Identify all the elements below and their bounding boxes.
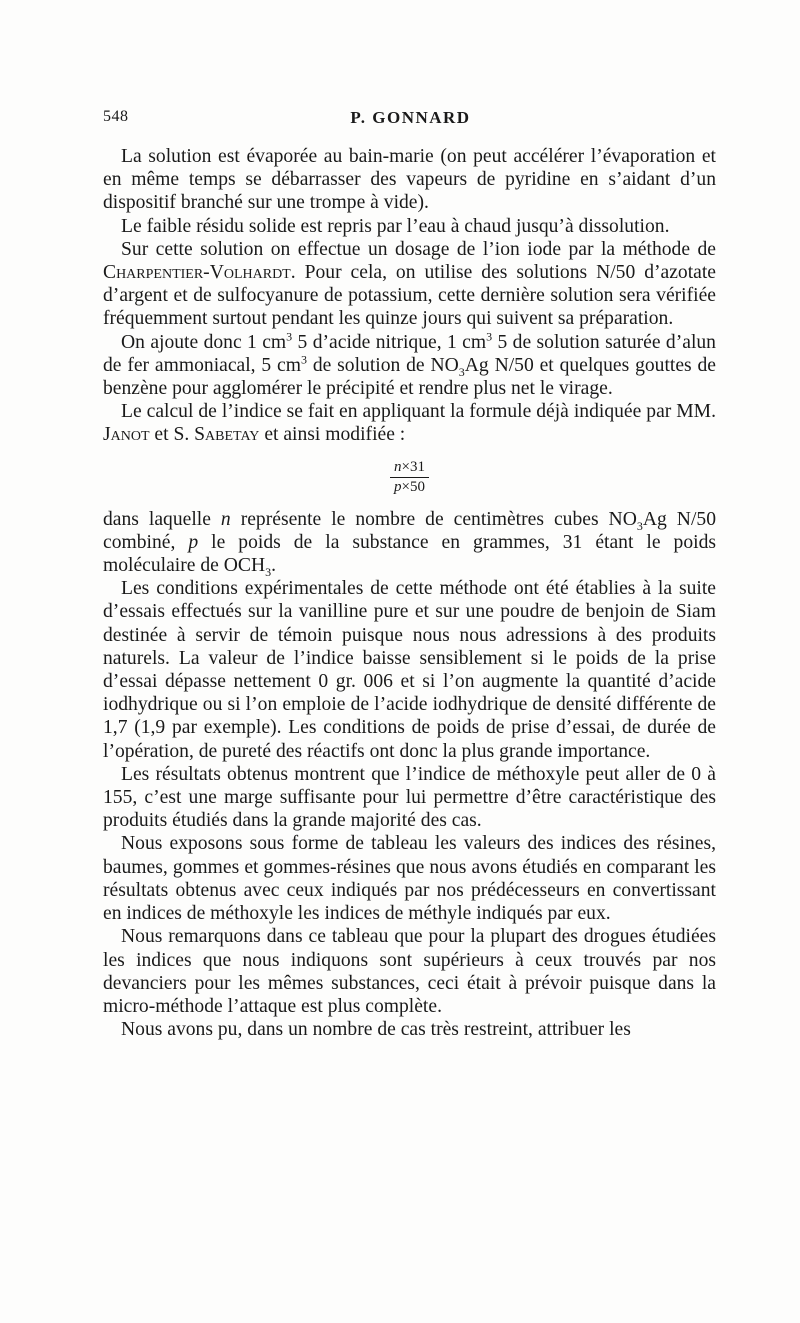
paragraph-9: Nous exposons sous forme de tableau les valeurs des indices des résines, baumes, gommes et gommes-résines que nous avons étudiés en comparant les résultats obtenus avec ceux indiqués par nos prédécesseurs en convertissant en indices de méthoxyle les indices de méthyle indiqués par eux. bbox=[103, 833, 716, 925]
paragraph-7: Les conditions expérimentales de cette méthode ont été établies à la suite d’essais effectués sur la vanilline pure et sur une poudre de benjoin de Siam destinée à servir de témoin puisque nous nous adressions à des produits naturels. La valeur de l’indice baisse sensiblement si le poids de la prise d’essai dépasse nettement 0 gr. 006 et si l’on augmente la quantité d’acide iodhydrique ou si l’on emploie de l’acide iodhydrique de densité différente de 1,7 (1,9 par exemple). Les conditions de poids de prise d’essai, de durée de l’opération, de pureté des réactifs ont donc la plus grande importance. bbox=[103, 578, 716, 762]
paragraph-5-text-c: et ainsi modifiée : bbox=[259, 424, 406, 446]
paragraph-4-text-3: 5 de solution saturée d’alun de fer ammoniacal, 5 cm bbox=[103, 331, 716, 376]
subscript-no3-b: 3 bbox=[636, 518, 643, 533]
paragraph-1: La solution est évaporée au bain-marie (on peut accélérer l’évaporation et en même temps se débarrasser des vapeurs de pyridine en s’aidant d’un dispositif branché sur une trompe à vide). bbox=[103, 146, 716, 214]
paragraph-3 bbox=[103, 238, 716, 331]
paragraph-6-text-d: le poids de la substance en grammes, 31 étant le poids moléculaire de OCH bbox=[103, 531, 717, 577]
paragraph-6-text-a: dans laquelle bbox=[103, 508, 221, 530]
denominator-operator: × bbox=[401, 478, 410, 495]
paragraph-3-text-b: . Pour cela, on utilise des solutions N/50 d’azotate d’argent et de sulfocyanure de potassium, cette dernière solution sera vérifiée fréquemment surtout pendant les quinze jours qui suivent sa préparation. bbox=[103, 262, 716, 330]
variable-p: p bbox=[188, 531, 199, 553]
paragraph-3-text-a: Sur cette solution on effectue un dosage de l’ion iode par la méthode de bbox=[121, 238, 716, 260]
running-title: P. GONNARD bbox=[350, 108, 471, 127]
denominator-value: 50 bbox=[409, 478, 425, 495]
superscript-cube-3: 3 bbox=[300, 352, 307, 367]
paragraph-6-text-c: Ag N/50 combiné, bbox=[103, 508, 716, 553]
superscript-cube-2: 3 bbox=[486, 329, 493, 344]
variable-n: n bbox=[220, 508, 231, 530]
page-number: 548 bbox=[103, 108, 129, 125]
numerator-operator: × bbox=[401, 458, 410, 475]
paragraph-5-text-b: et S. bbox=[149, 424, 195, 446]
paragraph-10: Nous remarquons dans ce tableau que pour la plupart des drogues étudiées les indices que nous indiquons sont supérieurs à ceux trouvés par nos devanciers pour les mêmes substances, ceci était à prévoir puisque dans la micro-méthode l’attaque est plus complète. bbox=[103, 926, 716, 1017]
paragraph-6 bbox=[103, 508, 716, 578]
formula-fraction bbox=[390, 459, 429, 496]
paragraph-4 bbox=[103, 331, 716, 401]
paragraph-4-text-5: Ag N/50 et quelques gouttes de benzène pour agglomérer le précipité et rendre plus net le virage. bbox=[103, 354, 716, 400]
paragraph-8: Les résultats obtenus montrent que l’indice de méthoxyle peut aller de 0 à 155, c’est une marge suffisante pour lui permettre d’être caractéristique des produits étudiés dans la grande majorité des cas. bbox=[103, 763, 716, 832]
numerator-variable: n bbox=[394, 458, 402, 475]
author-sabetay: Sabetay bbox=[194, 424, 260, 446]
denominator-variable: p bbox=[394, 478, 402, 495]
author-charpentier-volhardt: Charpentier-Volhardt bbox=[103, 262, 291, 284]
paragraph-4-text-4: de solution de NO bbox=[306, 354, 459, 376]
formula-numerator bbox=[390, 459, 429, 478]
formula-denominator bbox=[390, 478, 429, 496]
methoxyl-formula bbox=[103, 459, 716, 496]
paragraph-11: Nous avons pu, dans un nombre de cas très restreint, attribuer les bbox=[121, 1019, 631, 1041]
numerator-value: 31 bbox=[409, 458, 425, 475]
subscript-no3: 3 bbox=[458, 364, 465, 379]
paragraph-2: Le faible résidu solide est repris par l’eau à chaud jusqu’à dissolution. bbox=[121, 215, 670, 237]
paragraph-5 bbox=[103, 400, 716, 446]
author-janot: Janot bbox=[103, 424, 150, 446]
paragraph-6-text-e: . bbox=[271, 555, 277, 577]
paragraph-6-text-b: représente le nombre de centimètres cubes NO bbox=[230, 508, 637, 530]
superscript-cube-1: 3 bbox=[286, 329, 293, 344]
paragraph-4-text-1: On ajoute donc 1 cm bbox=[121, 331, 287, 353]
body-text bbox=[103, 145, 716, 1041]
page-header bbox=[103, 108, 718, 136]
paragraph-5-text-a: Le calcul de l’indice se fait en appliquant la formule déjà indiquée par MM. bbox=[121, 401, 716, 423]
paragraph-4-text-2: 5 d’acide nitrique, 1 cm bbox=[292, 331, 487, 353]
subscript-och3: 3 bbox=[265, 564, 272, 579]
